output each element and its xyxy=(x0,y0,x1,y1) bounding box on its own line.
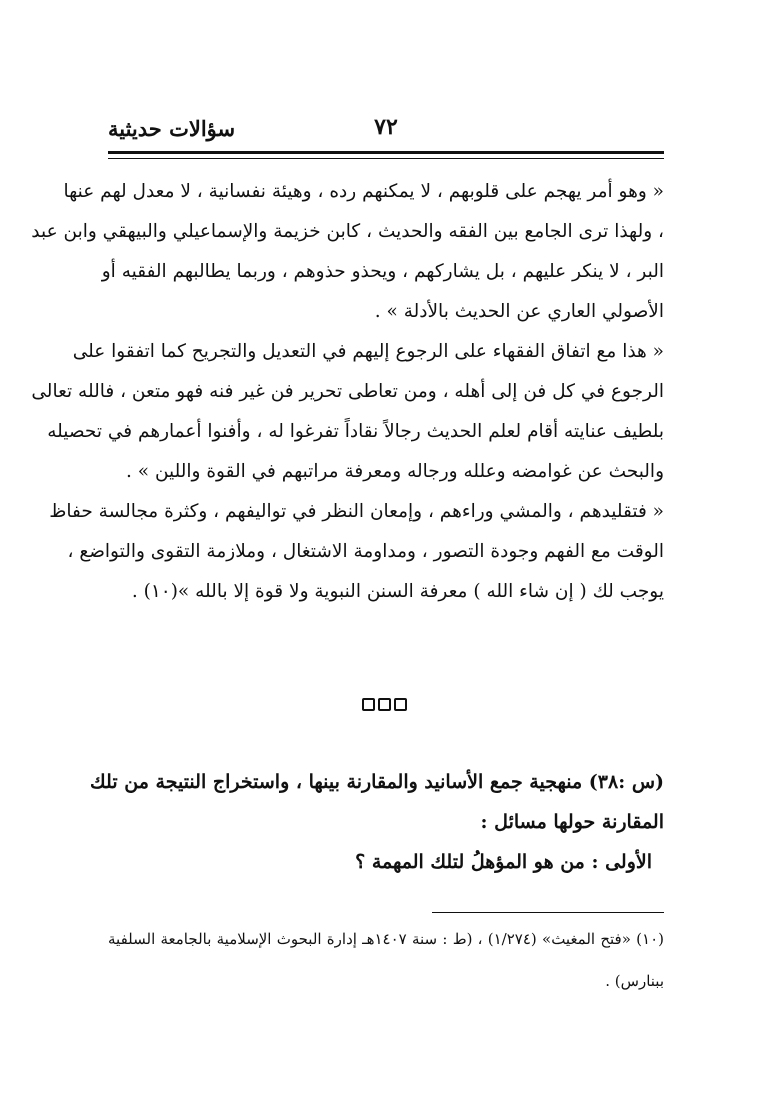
text-line: ، ولهذا ترى الجامع بين الفقه والحديث ، كابن خزيمة والإسماعيلي والبيهقي وابن عبد xyxy=(31,221,664,242)
text-line: « هذا مع اتفاق الفقهاء على الرجوع إليهم في التعديل والتجريح كما اتفقوا على xyxy=(72,341,664,362)
square-ornament-icon xyxy=(378,698,391,711)
text-line: « فتقليدهم ، والمشي وراءهم ، وإمعان النظر في تواليفهم ، وكثرة مجالسة حفاظ xyxy=(49,501,664,522)
running-title: سؤالات حديثية xyxy=(108,116,236,141)
text-line: البر ، لا ينكر عليهم ، بل يشاركهم ، ويحذو حذوهم ، وربما يطالبهم الفقيه أو xyxy=(101,261,664,282)
text-line: « وهو أمر يهجم على قلوبهم ، لا يمكنهم رده ، وهيئة نفسانية ، لا معدل لهم عنها xyxy=(63,181,664,202)
header-rule xyxy=(108,151,664,154)
question-subheading: المقارنة حولها مسائل : xyxy=(480,811,664,833)
quote-paragraph-3 xyxy=(49,492,664,612)
question-text xyxy=(90,762,664,882)
footnote xyxy=(108,918,664,1002)
text-line: بلطيف عنايته أقام لعلم الحديث رجالاً نقاداً تفرغوا له ، وأفنوا أعمارهم في تحصيله xyxy=(47,421,664,442)
footnote-line: ببنارس) . xyxy=(605,972,664,990)
text-line: والبحث عن غوامضه وعلله ورجاله ومعرفة مراتبهم في القوة واللين » . xyxy=(126,461,664,482)
text-line: يوجب لك ( إن شاء الله ) معرفة السنن النبوية ولا قوة إلا بالله »(١٠) . xyxy=(131,581,664,602)
text-line: الوقت مع الفهم وجودة التصور ، ومداومة الاشتغال ، وملازمة التقوى والتواضع ، xyxy=(67,541,664,562)
section-ornament xyxy=(0,698,768,718)
text-line: الرجوع في كل فن إلى أهله ، ومن تعاطى تحرير فن غير فنه فهو متعن ، فالله تعالى xyxy=(31,381,664,402)
question-first-point: الأولى : من هو المؤهلُ لتلك المهمة ؟ xyxy=(355,851,652,873)
square-ornament-icon xyxy=(394,698,407,711)
page-number: ٧٢ xyxy=(374,114,398,140)
question-heading: (س :٣٨) منهجية جمع الأسانيد والمقارنة بينها ، واستخراج النتيجة من تلك xyxy=(90,771,664,793)
square-ornament-icon xyxy=(362,698,375,711)
quote-text xyxy=(31,172,664,612)
text-line: الأصولي العاري عن الحديث بالأدلة » . xyxy=(374,301,664,322)
quote-paragraph-1 xyxy=(31,172,664,332)
footnote-line: (١٠) «فتح المغيث» (١/٢٧٤) ، (ط : سنة ١٤٠٧هـ إدارة البحوث الإسلامية بالجامعة السلفية xyxy=(108,930,664,948)
header-rule-thin xyxy=(108,158,664,159)
page-header xyxy=(108,112,664,152)
footnote-rule xyxy=(432,912,664,913)
quote-paragraph-2 xyxy=(31,332,664,492)
